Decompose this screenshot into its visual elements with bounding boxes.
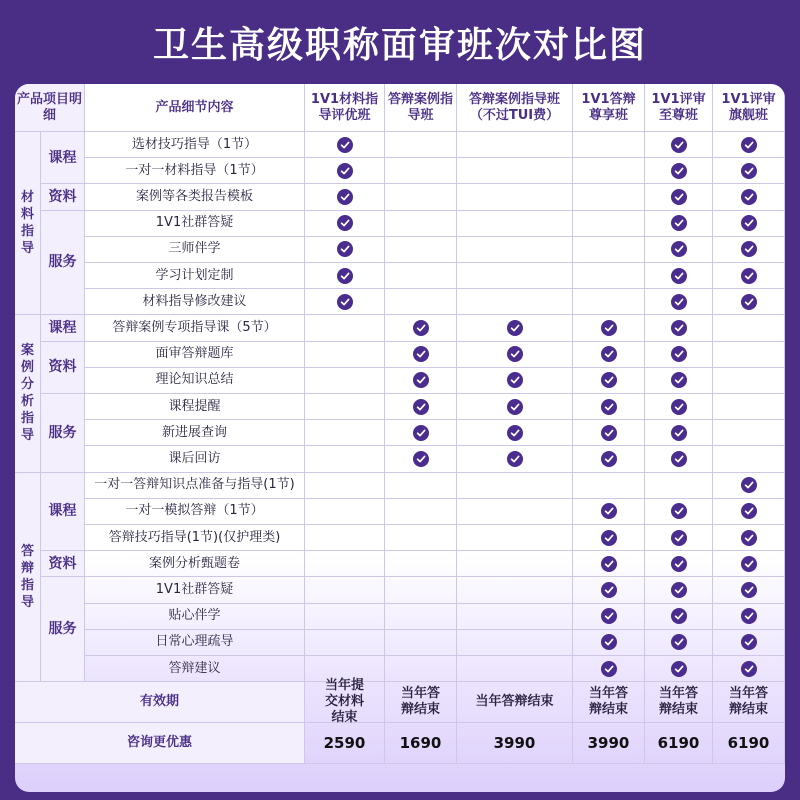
plan-cell [713, 604, 785, 630]
plan-cell [573, 577, 645, 603]
validity-value: 当年答辩结束 [573, 682, 645, 723]
feature-label: 三师伴学 [85, 237, 305, 263]
plan-cell [457, 577, 573, 603]
plan-cell [713, 263, 785, 289]
check-circle-icon [671, 634, 687, 650]
plan-cell [573, 525, 645, 551]
plan-cell [305, 237, 385, 263]
feature-label: 答辩技巧指导(1节)(仅护理类) [85, 525, 305, 551]
header-category: 产品项目明细 [15, 84, 85, 132]
plan-cell [645, 420, 713, 446]
group-label: 服务 [41, 211, 85, 316]
group-label: 课程 [41, 132, 85, 184]
plan-cell [305, 499, 385, 525]
plan-cell [573, 342, 645, 368]
check-circle-icon [413, 320, 429, 336]
plan-cell [385, 368, 457, 394]
feature-label: 贴心伴学 [85, 604, 305, 630]
group-label: 课程 [41, 473, 85, 552]
plan-cell [645, 656, 713, 682]
feature-label: 日常心理疏导 [85, 630, 305, 656]
check-circle-icon [741, 215, 757, 231]
plan-cell [457, 473, 573, 499]
check-circle-icon [741, 163, 757, 179]
feature-label: 答辩建议 [85, 656, 305, 682]
group-label: 课程 [41, 315, 85, 341]
plan-cell [573, 289, 645, 315]
check-circle-icon [601, 530, 617, 546]
check-circle-icon [601, 582, 617, 598]
check-circle-icon [671, 346, 687, 362]
feature-label: 理论知识总结 [85, 368, 305, 394]
plan-cell [645, 446, 713, 472]
plan-cell [573, 551, 645, 577]
feature-label: 案例等各类报告模板 [85, 184, 305, 210]
plan-cell [305, 289, 385, 315]
plan-cell [645, 342, 713, 368]
plan-cell [573, 656, 645, 682]
plan-cell [305, 525, 385, 551]
plan-cell [457, 342, 573, 368]
check-circle-icon [337, 241, 353, 257]
check-circle-icon [671, 530, 687, 546]
plan-cell [457, 263, 573, 289]
check-circle-icon [741, 189, 757, 205]
plan-cell [713, 315, 785, 341]
plan-cell [385, 525, 457, 551]
plan-cell [385, 420, 457, 446]
plan-cell [385, 499, 457, 525]
plan-cell [713, 237, 785, 263]
plan-cell [573, 420, 645, 446]
plan-cell [573, 237, 645, 263]
check-circle-icon [671, 503, 687, 519]
plan-cell [305, 630, 385, 656]
section-label [15, 315, 41, 472]
plan-cell [573, 184, 645, 210]
plan-cell [645, 132, 713, 158]
section-label-text: 答辩指导 [20, 543, 34, 610]
plan-cell [385, 289, 457, 315]
plan-cell [713, 211, 785, 237]
feature-label: 选材技巧指导（1节） [85, 132, 305, 158]
plan-cell [713, 499, 785, 525]
header-plan-2: 答辩案例指导班 [385, 84, 457, 132]
plan-cell [573, 604, 645, 630]
plan-cell [713, 158, 785, 184]
plan-cell [305, 368, 385, 394]
plan-cell [385, 577, 457, 603]
group-label: 服务 [41, 577, 85, 682]
check-circle-icon [601, 399, 617, 415]
plan-cell [713, 473, 785, 499]
plan-cell [385, 473, 457, 499]
price-value: 6190 [713, 723, 785, 764]
check-circle-icon [601, 425, 617, 441]
check-circle-icon [741, 268, 757, 284]
plan-cell [385, 237, 457, 263]
plan-cell [573, 446, 645, 472]
plan-cell [713, 551, 785, 577]
plan-cell [713, 342, 785, 368]
check-circle-icon [671, 556, 687, 572]
plan-cell [573, 473, 645, 499]
plan-cell [305, 158, 385, 184]
plan-cell [713, 289, 785, 315]
plan-cell [573, 394, 645, 420]
check-circle-icon [671, 241, 687, 257]
price-value: 6190 [645, 723, 713, 764]
check-circle-icon [507, 372, 523, 388]
validity-value: 当年答辩结束 [645, 682, 713, 723]
plan-cell [573, 132, 645, 158]
plan-cell [457, 446, 573, 472]
plan-cell [645, 604, 713, 630]
plan-cell [385, 184, 457, 210]
plan-cell [645, 211, 713, 237]
check-circle-icon [413, 399, 429, 415]
plan-cell [385, 315, 457, 341]
price-label: 咨询更优惠 [15, 723, 305, 764]
validity-value: 当年答辩结束 [457, 682, 573, 723]
header-plan-1: 1V1材料指导评优班 [305, 84, 385, 132]
feature-label: 学习计划定制 [85, 263, 305, 289]
plan-cell [457, 237, 573, 263]
plan-cell [645, 551, 713, 577]
check-circle-icon [671, 294, 687, 310]
validity-label: 有效期 [15, 682, 305, 723]
feature-label: 一对一模拟答辩（1节） [85, 499, 305, 525]
plan-cell [385, 263, 457, 289]
plan-cell [305, 394, 385, 420]
plan-cell [385, 551, 457, 577]
check-circle-icon [413, 425, 429, 441]
plan-cell [645, 158, 713, 184]
plan-cell [457, 315, 573, 341]
plan-cell [645, 577, 713, 603]
plan-cell [385, 630, 457, 656]
plan-cell [385, 132, 457, 158]
plan-cell [573, 368, 645, 394]
feature-label: 一对一材料指导（1节） [85, 158, 305, 184]
check-circle-icon [601, 661, 617, 677]
check-circle-icon [671, 215, 687, 231]
feature-label: 答辩案例专项指导课（5节） [85, 315, 305, 341]
plan-cell [385, 158, 457, 184]
check-circle-icon [671, 582, 687, 598]
price-value: 1690 [385, 723, 457, 764]
plan-cell [713, 368, 785, 394]
check-circle-icon [507, 320, 523, 336]
plan-cell [713, 184, 785, 210]
check-circle-icon [601, 346, 617, 362]
plan-cell [645, 525, 713, 551]
plan-cell [457, 499, 573, 525]
check-circle-icon [741, 608, 757, 624]
check-circle-icon [413, 372, 429, 388]
section-label [15, 132, 41, 315]
plan-cell [573, 499, 645, 525]
check-circle-icon [671, 189, 687, 205]
check-circle-icon [507, 346, 523, 362]
group-label: 资料 [41, 551, 85, 577]
price-value: 3990 [573, 723, 645, 764]
plan-cell [645, 315, 713, 341]
price-value: 3990 [457, 723, 573, 764]
feature-label: 1V1社群答疑 [85, 211, 305, 237]
check-circle-icon [741, 556, 757, 572]
feature-label: 1V1社群答疑 [85, 577, 305, 603]
check-circle-icon [601, 608, 617, 624]
check-circle-icon [601, 503, 617, 519]
group-label: 资料 [41, 184, 85, 210]
check-circle-icon [337, 294, 353, 310]
check-circle-icon [337, 189, 353, 205]
plan-cell [305, 263, 385, 289]
header-plan-4: 1V1答辩尊享班 [573, 84, 645, 132]
plan-cell [385, 446, 457, 472]
group-label: 资料 [41, 342, 85, 394]
check-circle-icon [741, 582, 757, 598]
plan-cell [457, 656, 573, 682]
plan-cell [305, 315, 385, 341]
check-circle-icon [413, 346, 429, 362]
plan-cell [713, 577, 785, 603]
plan-cell [713, 132, 785, 158]
header-plan-5: 1V1评审至尊班 [645, 84, 713, 132]
check-circle-icon [741, 241, 757, 257]
section-label-text: 案例分析指导 [20, 343, 34, 444]
check-circle-icon [601, 451, 617, 467]
check-circle-icon [671, 163, 687, 179]
plan-cell [457, 551, 573, 577]
feature-label: 课程提醒 [85, 394, 305, 420]
check-circle-icon [671, 608, 687, 624]
check-circle-icon [337, 163, 353, 179]
check-circle-icon [741, 530, 757, 546]
section-label-text: 材料指导 [20, 190, 34, 257]
check-circle-icon [507, 399, 523, 415]
plan-cell [645, 499, 713, 525]
plan-cell [573, 315, 645, 341]
check-circle-icon [741, 477, 757, 493]
validity-value: 当年答辩结束 [713, 682, 785, 723]
plan-cell [645, 394, 713, 420]
comparison-table [15, 84, 785, 792]
check-circle-icon [601, 556, 617, 572]
header-feature: 产品细节内容 [85, 84, 305, 132]
plan-cell [457, 211, 573, 237]
plan-cell [645, 237, 713, 263]
plan-cell [573, 211, 645, 237]
check-circle-icon [601, 320, 617, 336]
validity-value: 当年答辩结束 [385, 682, 457, 723]
check-circle-icon [413, 451, 429, 467]
plan-cell [385, 604, 457, 630]
plan-cell [645, 184, 713, 210]
check-circle-icon [671, 425, 687, 441]
comparison-table-panel [15, 84, 785, 792]
check-circle-icon [671, 399, 687, 415]
check-circle-icon [671, 372, 687, 388]
check-circle-icon [507, 425, 523, 441]
check-circle-icon [671, 268, 687, 284]
plan-cell [385, 342, 457, 368]
plan-cell [645, 263, 713, 289]
check-circle-icon [741, 661, 757, 677]
header-plan-6: 1V1评审旗舰班 [713, 84, 785, 132]
plan-cell [645, 368, 713, 394]
check-circle-icon [671, 451, 687, 467]
plan-cell [305, 577, 385, 603]
feature-label: 面审答辩题库 [85, 342, 305, 368]
plan-cell [457, 289, 573, 315]
plan-cell [385, 656, 457, 682]
check-circle-icon [337, 215, 353, 231]
header-plan-3: 答辩案例指导班（不过TUI费） [457, 84, 573, 132]
validity-value: 当年提交材料结束 [305, 682, 385, 723]
plan-cell [713, 525, 785, 551]
plan-cell [713, 446, 785, 472]
check-circle-icon [671, 137, 687, 153]
feature-label: 案例分析甄题卷 [85, 551, 305, 577]
check-circle-icon [741, 137, 757, 153]
plan-cell [573, 630, 645, 656]
plan-cell [385, 211, 457, 237]
plan-cell [457, 604, 573, 630]
plan-cell [305, 604, 385, 630]
plan-cell [305, 184, 385, 210]
plan-cell [713, 420, 785, 446]
plan-cell [713, 630, 785, 656]
plan-cell [457, 525, 573, 551]
page-title: 卫生高级职称面审班次对比图 [152, 24, 647, 66]
plan-cell [457, 184, 573, 210]
section-label [15, 473, 41, 683]
plan-cell [457, 158, 573, 184]
price-value: 2590 [305, 723, 385, 764]
check-circle-icon [741, 503, 757, 519]
check-circle-icon [741, 634, 757, 650]
plan-cell [305, 420, 385, 446]
plan-cell [457, 368, 573, 394]
feature-label: 新进展查询 [85, 420, 305, 446]
plan-cell [573, 263, 645, 289]
plan-cell [305, 342, 385, 368]
plan-cell [457, 132, 573, 158]
check-circle-icon [601, 634, 617, 650]
plan-cell [645, 630, 713, 656]
check-circle-icon [337, 268, 353, 284]
group-label: 服务 [41, 394, 85, 473]
plan-cell [305, 132, 385, 158]
plan-cell [713, 394, 785, 420]
plan-cell [457, 394, 573, 420]
plan-cell [305, 473, 385, 499]
plan-cell [457, 420, 573, 446]
plan-cell [457, 630, 573, 656]
check-circle-icon [601, 372, 617, 388]
plan-cell [645, 289, 713, 315]
feature-label: 课后回访 [85, 446, 305, 472]
plan-cell [385, 394, 457, 420]
check-circle-icon [507, 451, 523, 467]
plan-cell [305, 551, 385, 577]
plan-cell [305, 446, 385, 472]
feature-label: 一对一答辩知识点准备与指导(1节) [85, 473, 305, 499]
plan-cell [573, 158, 645, 184]
plan-cell [713, 656, 785, 682]
feature-label: 材料指导修改建议 [85, 289, 305, 315]
check-circle-icon [337, 137, 353, 153]
check-circle-icon [671, 320, 687, 336]
check-circle-icon [671, 661, 687, 677]
plan-cell [305, 211, 385, 237]
plan-cell [645, 473, 713, 499]
check-circle-icon [741, 294, 757, 310]
